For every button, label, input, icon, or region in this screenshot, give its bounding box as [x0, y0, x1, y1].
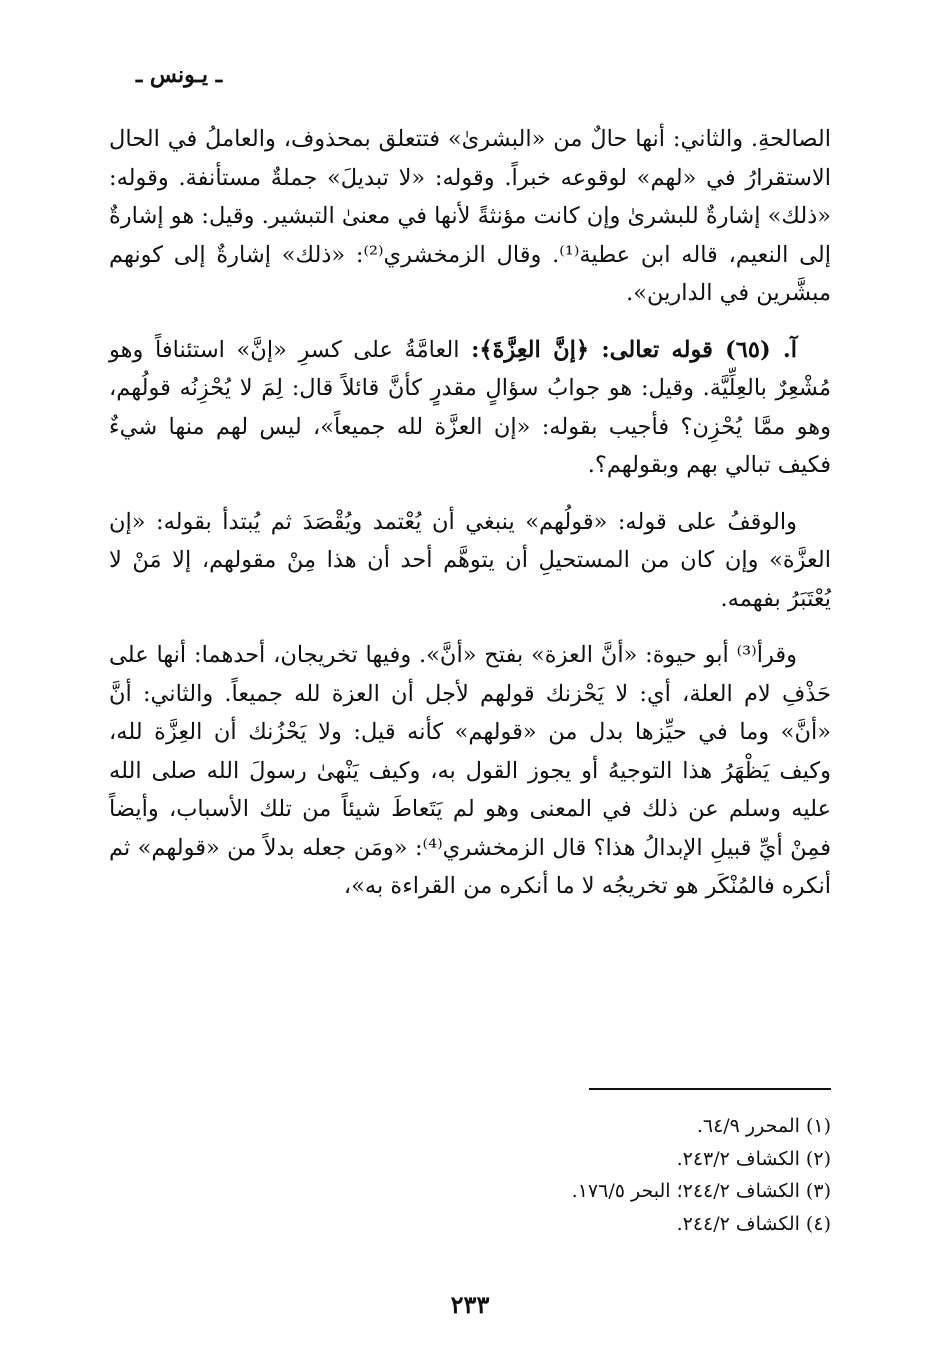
footnote-item: (٣) الكشاف ٢٤٤/٢؛ البحر ١٧٦/٥. — [571, 1180, 831, 1202]
verse-heading: آ. (٦٥) قوله تعالى: ﴿إنَّ العِزَّةَ﴾: — [471, 336, 797, 363]
paragraph-qiraa: وقرأ⁽³⁾ أبو حيوة: «أنَّ العزة» بفتح «أنَّ». وفيها تخريجان، أحدهما: أنها على حَذْفِ لام العلة، أي: لا يَحْزنك قولهم لأجل أن العزة لله جميعاً. والثاني: أنَّ «أنَّ» وما في حيِّزها بدل من «قولهم» كأنه قيل: ولا يَحْزُنك أن العِزَّة لله، وكيف يَظْهَرُ هذا التوجيهُ أو يجوز القول به، وكيف يَنْهىٰ رسولَ الله صلى الله عليه وسلم عن ذلك في المعنى وهو لم يَتَعاطَ شيئاً من تلك الأسباب، وأيضاً فمِنْ أيِّ قبيلِ الإبدالُ هذا؟ قال الزمخشري⁽⁴⁾: «ومَن جعله بدلاً من «قولهم» ثم أنكره فالمُنْكَر هو تخريجُه لا ما أنكره من القراءة به»، — [109, 642, 831, 899]
page-number: ٢٣٣ — [450, 1290, 490, 1319]
footnote-divider — [589, 1088, 831, 1090]
paragraph-waqf: والوقفُ على قوله: «قولُهم» ينبغي أن يُعْتمد ويُقْصَدَ ثم يُبتدأ بقوله: «إن العزَّة» وإن كان من المستحيلِ أن يتوهَّم أحد أن هذا مِنْ مقولهم، إلا مَنْ لا يُعْتَبَرُ بفهمه. — [109, 508, 831, 612]
verse-commentary: العامَّةُ على كسرِ «إنَّ» استئنافاً وهو مُشْعِرٌ بالعِلِّيَّة. وقيل: هو جوابُ سؤالٍ مقدرٍ كأنَّ قائلاً قال: لِمَ لا يُحْزِنُه قولُهم، وهو ممَّا يُحْزِن؟ فأجيب بقوله: «إن العزَّة لله جميعاً»، ليس لهم منها شيءٌ فكيف تبالي بهم وبقولهم؟. — [109, 336, 831, 478]
paragraph-verse-65 — [109, 331, 831, 485]
footnote-item: (٤) الكشاف ٢٤٤/٢. — [676, 1212, 831, 1235]
footnote-item: (٢) الكشاف ٢٤٣/٢. — [676, 1147, 831, 1170]
main-text-block — [109, 120, 831, 924]
footnote-item: (١) المحرر ٦٤/٩. — [696, 1115, 831, 1137]
paragraph-continuation: الصالحةِ. والثاني: أنها حالٌ من «البشرىٰ» فتتعلق بمحذوف، والعاملُ في الحال الاستقرارُ في «لهم» لوقوعه خبراً. وقوله: «لا تبديلَ» جملةٌ مستأنفة. وقوله: «ذلك» إشارةٌ للبشرىٰ وإن كانت مؤنثةً لأنها في معنىٰ التبشير. وقيل: هو إشارةٌ إلى النعيم، قاله ابن عطية⁽¹⁾. وقال الزمخشري⁽²⁾: «ذلك» إشارةٌ إلى كونهم مبشَّرين في الدارين». — [109, 126, 831, 306]
running-header-title: ـ يـونس ـ — [135, 62, 223, 88]
footnotes-block — [109, 1110, 831, 1240]
